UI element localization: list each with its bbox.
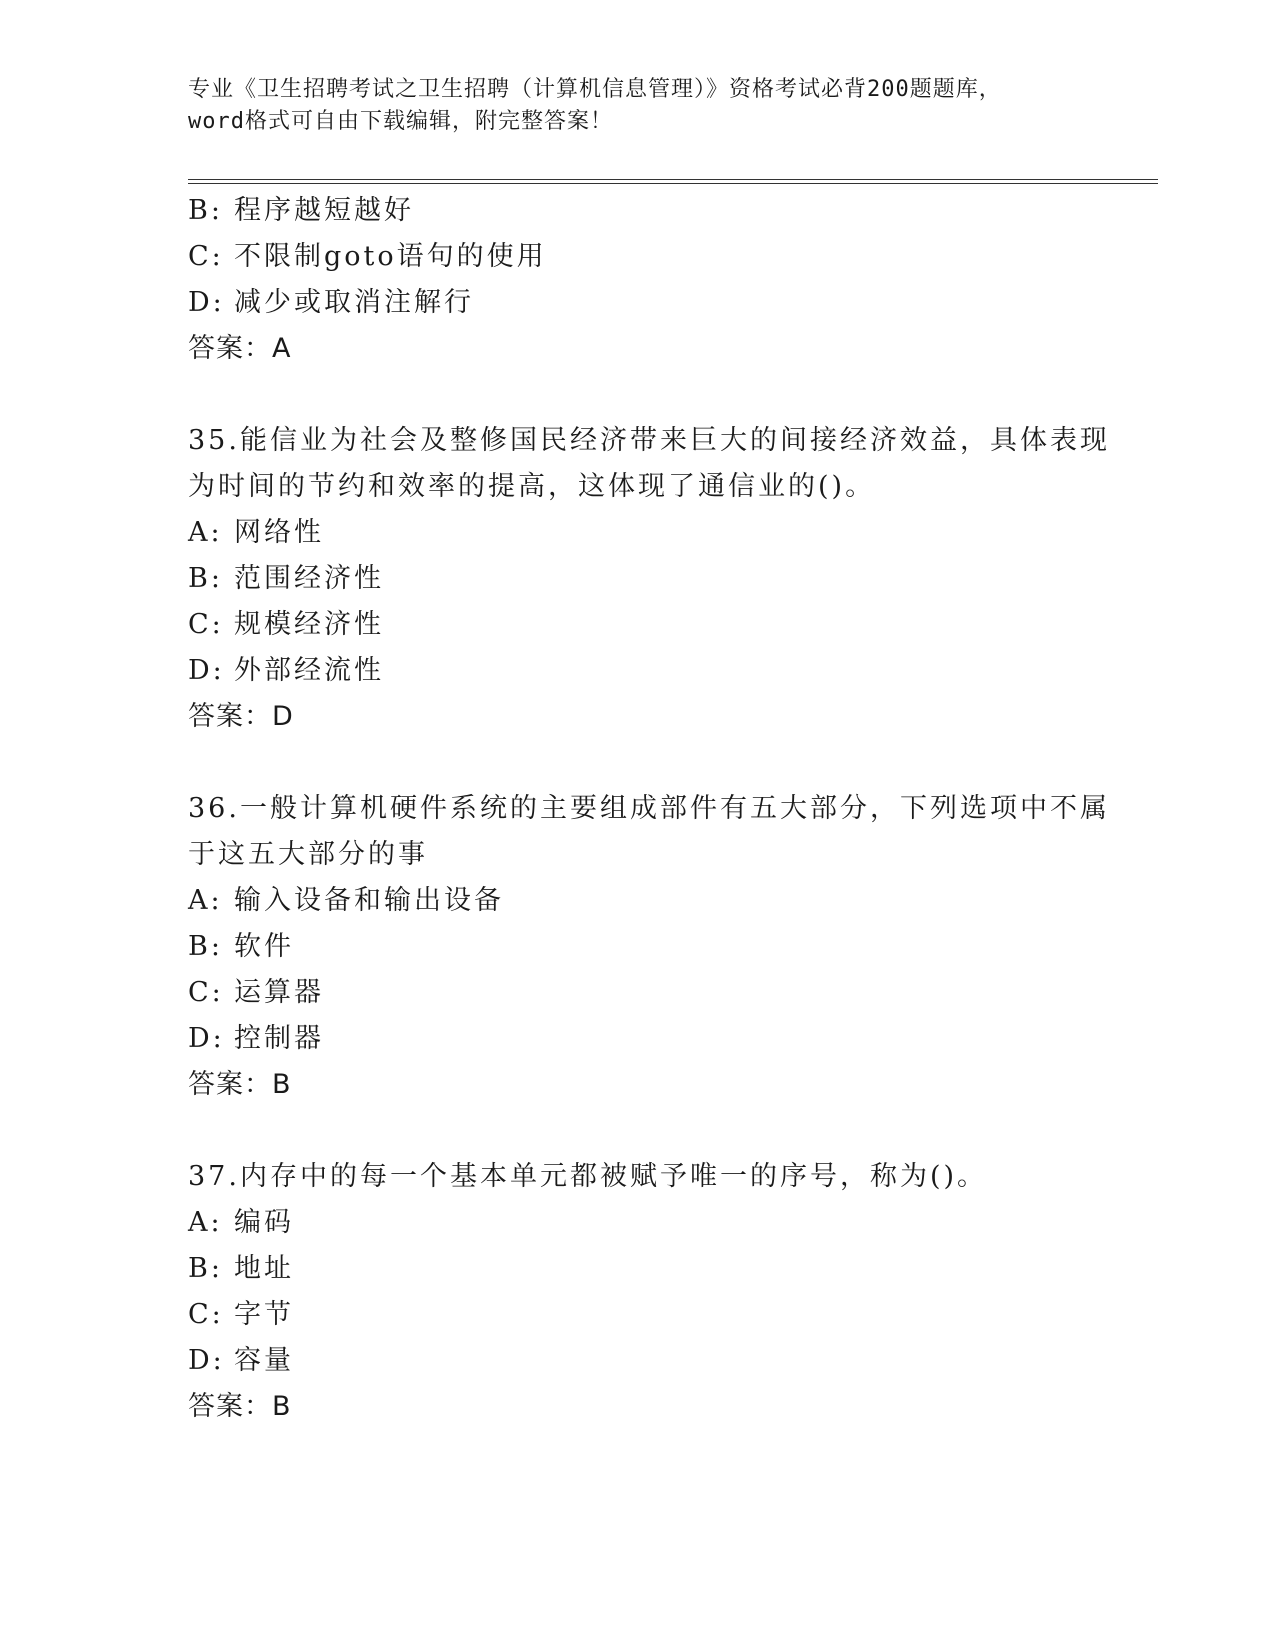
option-d xyxy=(188,648,1088,694)
option-b xyxy=(188,556,1088,602)
question-text-line-1: 35.能信业为社会及整修国民经济带来巨大的间接经济效益，具体表现 xyxy=(188,425,1110,456)
option-c xyxy=(188,234,1088,280)
question-content xyxy=(188,188,1110,1430)
option-a xyxy=(188,1200,1088,1246)
option-letter: C: xyxy=(188,241,224,272)
option-c xyxy=(188,602,1088,648)
question-text-line-1: 37.内存中的每一个基本单元都被赋予唯一的序号，称为()。 xyxy=(188,1161,988,1192)
question-block-34 xyxy=(188,188,1088,372)
spacer xyxy=(188,740,1088,786)
question-block-37 xyxy=(188,1154,1088,1430)
option-a xyxy=(188,878,1088,924)
option-letter: D: xyxy=(188,655,225,686)
option-letter: B: xyxy=(188,195,223,226)
option-d xyxy=(188,1338,1088,1384)
option-text: 外部经流性 xyxy=(234,655,384,686)
spacer xyxy=(188,372,1088,418)
option-letter: A: xyxy=(188,885,223,916)
option-b xyxy=(188,188,1088,234)
option-text: 网络性 xyxy=(234,517,324,548)
option-text: 容量 xyxy=(234,1345,294,1376)
option-text: 软件 xyxy=(234,931,294,962)
option-b xyxy=(188,1246,1088,1292)
option-text: 程序越短越好 xyxy=(234,195,414,226)
question-text-line-2: 为时间的节约和效率的提高，这体现了通信业的()。 xyxy=(188,471,876,502)
option-letter: C: xyxy=(188,609,224,640)
option-letter: D: xyxy=(188,1345,225,1376)
option-letter: B: xyxy=(188,1253,223,1284)
option-c xyxy=(188,1292,1088,1338)
option-letter: D: xyxy=(188,287,225,318)
answer-line: 答案：A xyxy=(188,333,292,364)
option-text: 范围经济性 xyxy=(234,563,384,594)
option-letter: D: xyxy=(188,1023,225,1054)
option-letter: B: xyxy=(188,563,223,594)
question-text-line-2: 于这五大部分的事 xyxy=(188,839,428,870)
option-text: 运算器 xyxy=(234,977,324,1008)
option-a xyxy=(188,510,1088,556)
option-d xyxy=(188,280,1088,326)
answer-line: 答案：D xyxy=(188,701,294,732)
answer-line: 答案：B xyxy=(188,1391,292,1422)
spacer xyxy=(188,1108,1088,1154)
option-text: 地址 xyxy=(234,1253,294,1284)
question-block-35 xyxy=(188,418,1110,740)
option-text: 不限制goto语句的使用 xyxy=(234,241,547,272)
option-text: 减少或取消注解行 xyxy=(234,287,474,318)
header-divider-bottom xyxy=(188,183,1158,184)
option-letter: C: xyxy=(188,977,224,1008)
option-text: 编码 xyxy=(234,1207,294,1238)
option-c xyxy=(188,970,1088,1016)
header-title-line-1: 专业《卫生招聘考试之卫生招聘（计算机信息管理）》资格考试必背200题题库， xyxy=(188,77,1002,102)
option-text: 控制器 xyxy=(234,1023,324,1054)
option-text: 输入设备和输出设备 xyxy=(234,885,504,916)
option-letter: C: xyxy=(188,1299,224,1330)
option-d xyxy=(188,1016,1088,1062)
option-text: 规模经济性 xyxy=(234,609,384,640)
question-block-36 xyxy=(188,786,1110,1108)
option-letter: B: xyxy=(188,931,223,962)
document-header xyxy=(188,74,1088,138)
option-letter: A: xyxy=(188,517,223,548)
option-letter: A: xyxy=(188,1207,223,1238)
option-b xyxy=(188,924,1088,970)
answer-line: 答案：B xyxy=(188,1069,292,1100)
question-text-line-1: 36.一般计算机硬件系统的主要组成部件有五大部分，下列选项中不属 xyxy=(188,793,1110,824)
option-text: 字节 xyxy=(234,1299,294,1330)
header-title-line-2: word格式可自由下载编辑，附完整答案！ xyxy=(188,109,613,134)
header-divider-top xyxy=(188,179,1158,180)
